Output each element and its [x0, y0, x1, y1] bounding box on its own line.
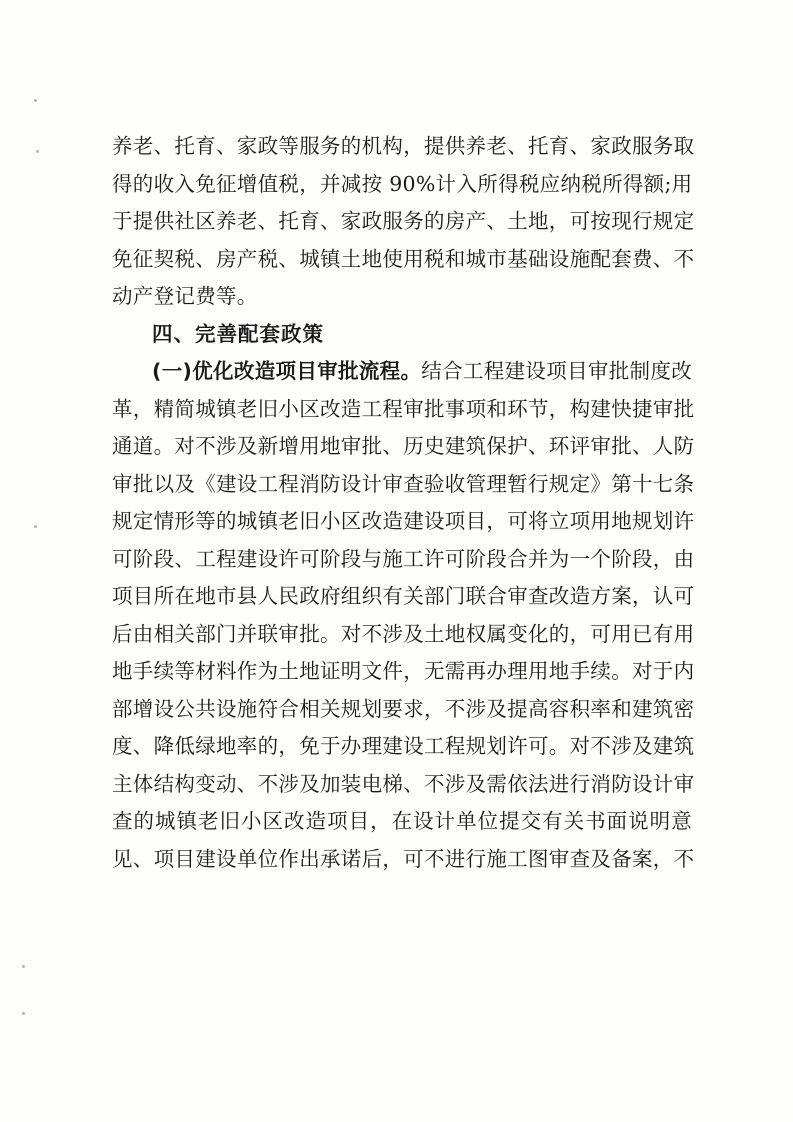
scan-speck: [22, 1012, 25, 1015]
scan-speck: [34, 99, 37, 102]
paragraph-line: 养老、托育、家政等服务的机构，提供养老、托育、家政服务取: [112, 134, 695, 158]
paragraph-line: 度、降低绿地率的，免于办理建设工程规划许可。对不涉及建筑: [112, 734, 695, 758]
paragraph-line: 查的城镇老旧小区改造项目，在设计单位提交有关书面说明意: [112, 809, 692, 833]
paragraph-line: 免征契税、房产税、城镇土地使用税和城市基础设施配套费、不: [112, 246, 695, 271]
paragraph-line: 于提供社区养老、托育、家政服务的房产、土地，可按现行规定: [112, 209, 695, 233]
paragraph-line: 审批以及《建设工程消防设计审查验收管理暂行规定》第十七条: [112, 471, 695, 496]
paragraph-line: 动产登记费等。: [112, 284, 258, 308]
paragraph-line: 得的收入免征增值税，并减按 90%计入所得税应纳税所得额;用: [112, 171, 693, 196]
subsection-first-line: [112, 353, 692, 391]
paragraph-line: 主体结构变动、不涉及加装电梯、不涉及需依法进行消防设计审: [112, 771, 695, 796]
paragraph-line: 项目所在地市县人民政府组织有关部门联合审查改造方案，认可: [112, 584, 695, 608]
document-body: [112, 128, 695, 878]
scan-speck: [34, 525, 37, 528]
subsection-title: (一)优化改造项目审批流程。: [152, 359, 422, 383]
paragraph-line: 通道。对不涉及新增用地审批、历史建筑保护、环评审批、人防: [112, 434, 695, 458]
paragraph-line: 部增设公共设施符合相关规划要求，不涉及提高容积率和建筑密: [112, 696, 695, 721]
paragraph-line: 地手续等材料作为土地证明文件，无需再办理用地手续。对于内: [112, 659, 695, 683]
paragraph-line: 规定情形等的城镇老旧小区改造建设项目，可将立项用地规划许: [112, 509, 695, 533]
paragraph-line: 后由相关部门并联审批。对不涉及土地权属变化的，可用已有用: [112, 621, 695, 646]
scan-speck: [36, 150, 39, 153]
paragraph-line-text: 结合工程建设项目审批制度改: [421, 359, 692, 383]
section-heading: 四、完善配套政策: [152, 321, 324, 346]
paragraph-line: 可阶段、工程建设许可阶段与施工许可阶段合并为一个阶段，由: [112, 546, 695, 571]
paragraph-line: 革，精简城镇老旧小区改造工程审批事项和环节，构建快捷审批: [112, 396, 695, 421]
paragraph-line: 见、项目建设单位作出承诺后，可不进行施工图审查及备案，不: [112, 846, 695, 871]
scan-speck: [22, 965, 25, 968]
